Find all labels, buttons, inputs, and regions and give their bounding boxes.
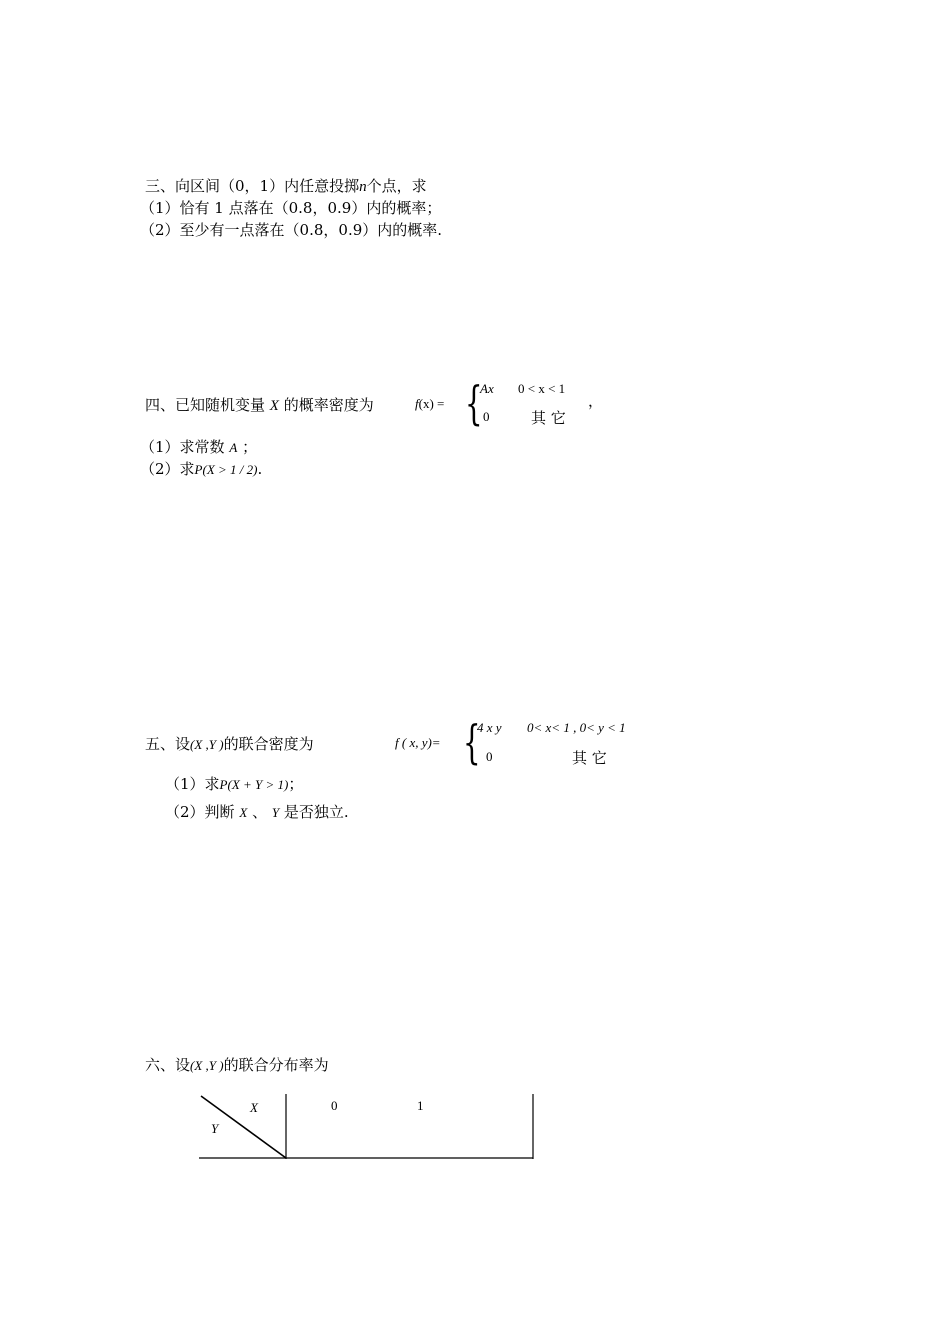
q4-stem-text-a: 四、已知随机变量 <box>145 396 266 414</box>
q4-part2 <box>140 458 262 479</box>
q5-part2-y: Y <box>271 805 280 820</box>
q5-stem-text-a: 五、设 <box>145 735 191 753</box>
q4-trailing-comma: ， <box>588 392 604 410</box>
q5-part2-text: （2）判断 <box>165 803 235 821</box>
q4-brace: { <box>465 376 483 430</box>
q4-part2-text: （2）求 <box>140 460 195 478</box>
q4-stem <box>145 394 374 415</box>
q5-part2-sep: 、 <box>252 803 268 821</box>
q4-case2-cond: 其 它 <box>531 409 566 427</box>
q4-density-lhs <box>415 396 444 412</box>
q3-stem-var: n <box>359 179 367 195</box>
q3-part2: （2）至少有一点落在（0.8，0.9）内的概率. <box>140 221 443 239</box>
q5-part2-end: 是否独立. <box>283 803 349 821</box>
q3-part1: （1）恰有 1 点落在（0.8，0.9）内的概率； <box>140 199 442 217</box>
q6-stem-text-b: 的联合分布率为 <box>223 1056 329 1074</box>
q5-stem-pair: (X ,Y ) <box>190 737 224 752</box>
q4-stem-var: X <box>269 398 279 414</box>
q6-distribution-table <box>199 1094 535 1160</box>
q6-col-header-1: 1 <box>417 1098 424 1113</box>
q6-stem <box>145 1054 329 1075</box>
q5-case1-cond: 0< x< 1 , 0< y < 1 <box>527 720 626 735</box>
q5-stem <box>145 733 314 754</box>
q5-case2-cond: 其 它 <box>572 749 607 767</box>
q4-stem-text-b: 的概率密度为 <box>283 396 374 414</box>
q5-stem-text-b: 的联合密度为 <box>223 735 314 753</box>
q6-stem-text-a: 六、设 <box>145 1056 191 1074</box>
q3-stem-text-a: 三、向区间（0，1）内任意投掷 <box>145 177 360 195</box>
q6-stem-pair: (X ,Y ) <box>190 1058 224 1073</box>
q4-part1 <box>140 436 257 457</box>
q5-part1-text: （1）求 <box>165 775 220 793</box>
q5-case2-expr: 0 <box>486 749 493 764</box>
q5-part1 <box>165 773 303 794</box>
q4-case1-expr: Ax <box>480 381 494 396</box>
q3-stem <box>145 175 427 196</box>
q4-part1-var: A <box>229 440 238 455</box>
q4-f-symbol: f <box>415 396 419 411</box>
q5-case1-expr: 4 x y <box>477 720 502 735</box>
q4-f-arg: (x) = <box>418 396 445 411</box>
q4-case1-cond: 0 < x < 1 <box>518 381 566 396</box>
q4-part2-expr: P(X > 1 / 2) <box>194 462 258 477</box>
q3-stem-text-b: 个点，求 <box>366 177 427 195</box>
q6-corner-y: Y <box>211 1121 219 1136</box>
q5-part2-x: X <box>239 805 248 820</box>
q5-part2 <box>165 801 349 822</box>
q6-col-header-0: 0 <box>331 1098 338 1113</box>
q5-part1-end: ； <box>288 775 304 793</box>
q6-corner-x: X <box>250 1100 258 1115</box>
q5-brace: { <box>463 715 481 769</box>
q4-case2-expr: 0 <box>483 409 490 424</box>
q5-part1-expr: P(X + Y > 1) <box>219 777 289 792</box>
q5-density-lhs: f ( x, y)= <box>395 735 441 750</box>
q4-part1-end: ； <box>242 438 258 456</box>
q4-part2-end: . <box>257 460 263 478</box>
q4-part1-text: （1）求常数 <box>140 438 225 456</box>
